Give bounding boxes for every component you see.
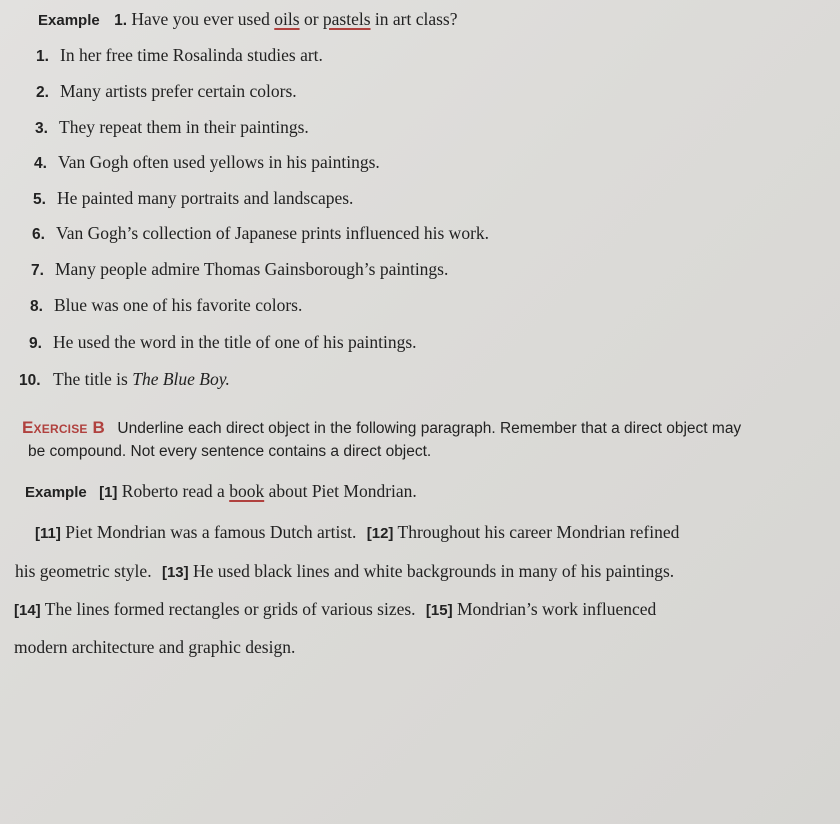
list-item (31, 259, 448, 281)
item-number: 1. (36, 48, 49, 65)
exercise-b-instructions (22, 417, 741, 439)
sentence-14: The lines formed rectangles or grids of various sizes. (44, 599, 416, 619)
item-text: Van Gogh often used yellows in his paintings. (58, 152, 380, 172)
list-item (19, 369, 230, 391)
sentence-15-part-b: modern architecture and graphic design. (14, 637, 296, 657)
item-text: Many people admire Thomas Gainsborough’s paintings. (55, 259, 449, 279)
item-number: 5. (33, 191, 46, 208)
list-item (35, 117, 309, 139)
item-text: Blue was one of his favorite colors. (54, 295, 303, 315)
example-text-pre: Have you ever used (131, 9, 270, 29)
example-text-mid: or (303, 9, 319, 29)
list-item (29, 332, 417, 354)
item-number: 10. (19, 372, 41, 389)
paragraph-line-1 (35, 522, 679, 544)
item-number: 2. (36, 84, 49, 101)
list-item (30, 295, 302, 317)
item-text: He painted many portraits and landscapes. (57, 188, 354, 208)
item-number: 3. (35, 120, 48, 137)
item-number: 8. (30, 298, 43, 315)
example-text-pre: Roberto read a (121, 481, 225, 501)
exercise-b-example (25, 481, 417, 503)
item-text: In her free time Rosalinda studies art. (60, 45, 323, 65)
sentence-number-14: [14] (14, 602, 41, 619)
sentence-number-11: [11] (35, 525, 61, 542)
item-number: 6. (32, 226, 45, 243)
example-label: Example (38, 12, 100, 29)
list-item (33, 188, 353, 210)
example-number: 1. (114, 12, 128, 29)
example-direct-object-2: pastels (322, 9, 371, 29)
item-number: 9. (29, 335, 42, 352)
sentence-12-part-b: his geometric style. (15, 561, 152, 581)
sentence-number-15: [15] (425, 602, 453, 619)
item-text: Van Gogh’s collection of Japanese prints influenced his work. (56, 223, 490, 243)
item-number: 7. (31, 262, 44, 279)
example-label: Example (25, 484, 87, 501)
exercise-b-label: Exercise B (22, 418, 106, 437)
list-item (36, 81, 297, 103)
item-text: Many artists prefer certain colors. (60, 81, 297, 101)
list-item (34, 152, 380, 174)
list-item (32, 223, 489, 245)
exercise-a-example (38, 9, 458, 31)
sentence-13: He used black lines and white backgrounds in many of his paintings. (193, 561, 675, 581)
exercise-b-instructions-cont (28, 440, 431, 462)
item-text: He used the word in the title of one of his paintings. (53, 332, 417, 352)
paragraph-line-4 (14, 637, 295, 657)
paragraph-line-2 (15, 561, 674, 583)
paragraph-line-3 (14, 599, 656, 621)
example-text-post: in art class? (374, 9, 458, 29)
sentence-12-part-a: Throughout his career Mondrian refined (397, 522, 680, 542)
item-number: 4. (34, 155, 47, 172)
list-item (36, 45, 323, 67)
exercise-b-instructions-line1: Underline each direct object in the following paragraph. Remember that a direct object may (117, 420, 742, 437)
sentence-11: Piet Mondrian was a famous Dutch artist. (65, 522, 357, 542)
sentence-15-part-a: Mondrian’s work influenced (456, 599, 657, 619)
example-direct-object: book (229, 481, 265, 501)
sentence-number-13: [13] (161, 564, 189, 581)
item-text-italic-title: The Blue Boy. (132, 369, 230, 389)
item-text: The title is (53, 369, 128, 389)
example-text-post: about Piet Mondrian. (268, 481, 417, 501)
item-text: They repeat them in their paintings. (59, 117, 309, 137)
sentence-number-12: [12] (366, 525, 394, 542)
exercise-b-instructions-line2: be compound. Not every sentence contains a direct object. (28, 443, 432, 460)
example-sentence-number: [1] (99, 484, 118, 501)
example-direct-object-1: oils (274, 9, 300, 29)
